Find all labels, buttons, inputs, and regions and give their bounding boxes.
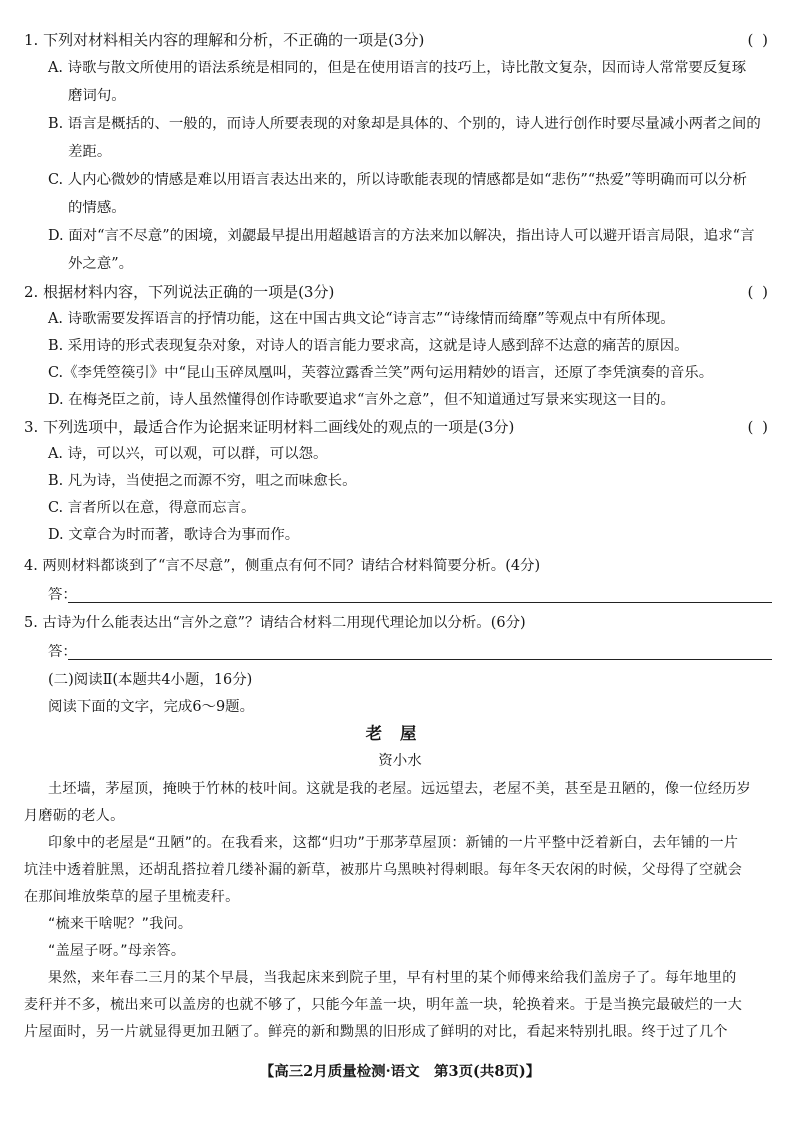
- q5-stem: 5. 古诗为什么能表达出“言外之意”？请结合材料二用现代理论加以分析。(6分): [24, 615, 526, 631]
- q1-option-d-cont: 外之意”。: [68, 256, 134, 272]
- article-line: 麦秆并不多，梳出来可以盖房的也就不够了，只能今年盖一块，明年盖一块，轮换着来。于是当换完最破烂的一大: [24, 997, 743, 1013]
- article-line: 果然，来年春二三月的某个早晨，当我起床来到院子里，早有村里的某个师傅来给我们盖房子了。每年地里的: [48, 970, 737, 986]
- q2-option-c: C.《李凭箜篌引》中“昆山玉碎凤凰叫，芙蓉泣露香兰笑”两句运用精妙的语言，还原了李凭演奏的音乐。: [48, 365, 714, 381]
- article-line: 片屋面时，另一片就显得更加丑陋了。鲜亮的新和黝黑的旧形成了鲜明的对比，看起来特别扎眼。终于过了几个: [24, 1024, 728, 1040]
- q1-option-a: A. 诗歌与散文所使用的语法系统是相同的，但是在使用语言的技巧上，诗比散文复杂，因而诗人常常要反复琢: [48, 60, 747, 76]
- article-line: 土坯墙，茅屋顶，掩映于竹林的枝叶间。这就是我的老屋。远远望去，老屋不美，甚至是丑陋的，像一位经历岁: [48, 781, 751, 797]
- q3-option-b: B. 凡为诗，当使挹之而源不穷，咀之而味愈长。: [48, 473, 357, 489]
- q2-stem: 2. 根据材料内容，下列说法正确的一项是(3分) ( ): [24, 283, 770, 301]
- q2-answer-paren: ( ): [747, 283, 770, 301]
- article-author: 资小水: [378, 753, 422, 769]
- article-line: 坑洼中透着脏黑，还胡乱搭拉着几缕补漏的新草，被那片乌黑映衬得刺眼。每年冬天农闲的时候，父母得了空就会: [24, 862, 743, 878]
- q1-answer-paren: ( ): [747, 31, 770, 49]
- page-footer: 【高三2月质量检测·语文 第3页(共8页)】: [259, 1063, 541, 1080]
- q3-answer-paren: ( ): [747, 418, 770, 436]
- article-line: “盖屋子呀。”母亲答。: [48, 943, 186, 959]
- article-line: 印象中的老屋是“丑陋”的。在我看来，这都“归功”于那茅草屋顶：新铺的一片平整中泛着新白，去年铺的一片: [48, 835, 739, 851]
- q1-option-c-cont: 的情感。: [68, 200, 126, 216]
- q3-stem: 3. 下列选项中，最适合作为论据来证明材料二画线处的观点的一项是(3分) ( ): [24, 418, 770, 436]
- q3-option-a: A. 诗，可以兴，可以观，可以群，可以怨。: [48, 446, 328, 462]
- q2-option-d: D. 在梅尧臣之前，诗人虽然懂得创作诗歌要追求“言外之意”，但不知道通过写景来实现这一目的。: [48, 392, 675, 408]
- q1-option-d: D. 面对“言不尽意”的困境，刘勰最早提出用超越语言的方法来加以解决，指出诗人可以避开语言局限，追求“言: [48, 228, 755, 244]
- section2-instruction: 阅读下面的文字，完成6～9题。: [48, 699, 255, 715]
- section2-heading: (二)阅读Ⅱ(本题共4小题，16分): [48, 672, 253, 688]
- article-title: 老屋: [365, 724, 435, 743]
- q5-answer-line[interactable]: [68, 659, 772, 660]
- q1-option-c: C. 人内心微妙的情感是难以用语言表达出来的，所以诗歌能表现的情感都是如“悲伤”“热爱”等明确而可以分析: [48, 172, 747, 188]
- q4-stem: 4. 两则材料都谈到了“言不尽意”，侧重点有何不同？请结合材料简要分析。(4分): [24, 558, 541, 574]
- q5-answer-label: 答：: [48, 644, 77, 660]
- article-line: “梳来干啥呢？”我问。: [48, 916, 193, 932]
- article-line: 月磨砺的老人。: [24, 808, 125, 824]
- q4-answer-line[interactable]: [68, 602, 772, 603]
- q4-answer-label: 答：: [48, 587, 77, 603]
- q1-stem: 1. 下列对材料相关内容的理解和分析，不正确的一项是(3分) ( ): [24, 31, 770, 49]
- q2-option-b: B. 采用诗的形式表现复杂对象，对诗人的语言能力要求高，这就是诗人感到辞不达意的痛苦的原因。: [48, 338, 689, 354]
- q3-option-c: C. 言者所以在意，得意而忘言。: [48, 500, 256, 516]
- q1-option-b-cont: 差距。: [68, 144, 112, 160]
- q3-option-d: D. 文章合为时而著，歌诗合为事而作。: [48, 527, 300, 543]
- q2-option-a: A. 诗歌需要发挥语言的抒情功能，这在中国古典文论“诗言志”“诗缘情而绮靡”等观点中有所体现。: [48, 311, 675, 327]
- q1-option-b: B. 语言是概括的、一般的，而诗人所要表现的对象却是具体的、个别的，诗人进行创作时要尽量减小两者之间的: [48, 116, 761, 132]
- article-line: 在那间堆放柴草的屋子里梳麦秆。: [24, 889, 240, 905]
- q1-option-a-cont: 磨词句。: [68, 88, 126, 104]
